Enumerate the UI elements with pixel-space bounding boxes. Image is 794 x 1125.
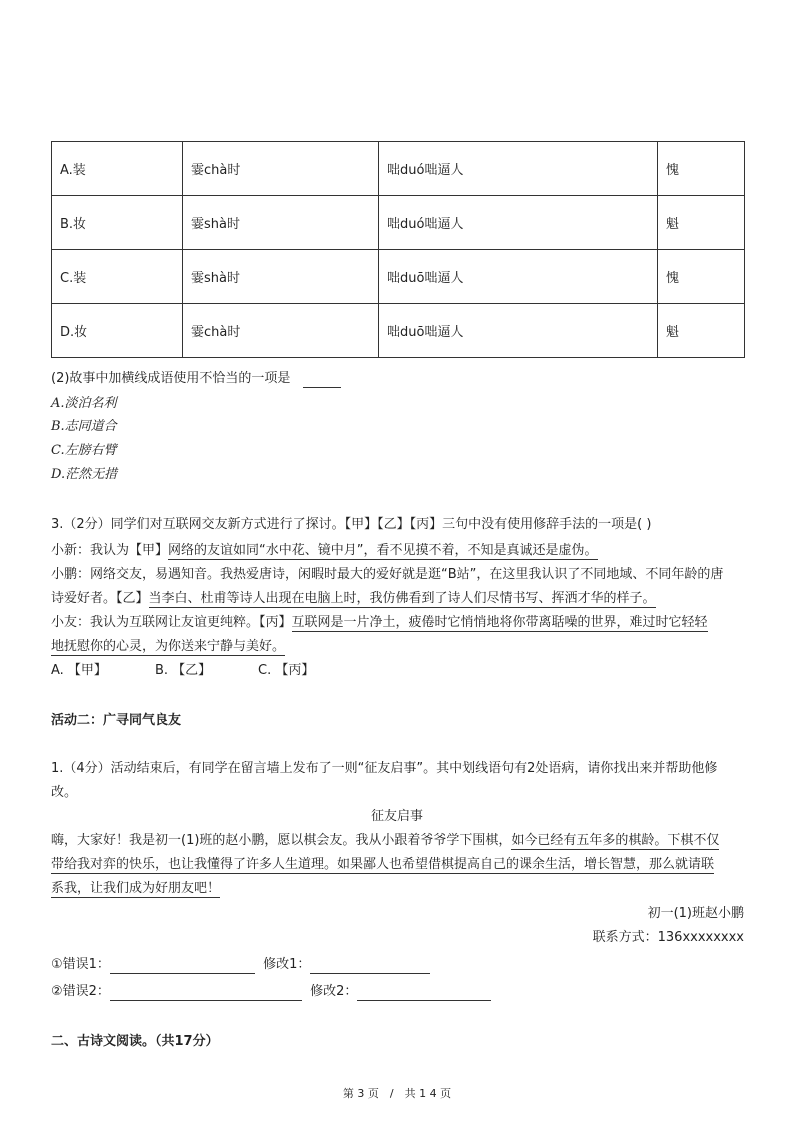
table-cell: 咄duō咄逼人 [379, 250, 658, 304]
table-cell: A.装 [52, 142, 183, 196]
table-cell: 霎shà时 [183, 250, 379, 304]
q3-stem: 3.（2分）同学们对互联网交友新方式进行了探讨。【甲】【乙】【丙】三句中没有使用修辞手法的一项是( ) [51, 517, 652, 532]
q3-xiaoyou-line2: 地抚慰你的心灵，为你送来宁静与美好。 [51, 639, 286, 654]
q3-xiaoxin: 小新：我认为【甲】网络的友谊如同“水中花、镜中月”，看不见摸不着，不知是真诚还是虚伪。 [51, 543, 598, 558]
table-row [52, 142, 745, 196]
q3-option-c: C. 【丙】 [258, 663, 315, 678]
q2-option-c: C.左膀右臂 [51, 443, 117, 458]
table-cell: 愧 [658, 250, 745, 304]
table-cell: 魁 [658, 304, 745, 358]
q2-option-a: A.淡泊名利 [51, 396, 117, 411]
q2-option-b: B.志同道合 [51, 419, 117, 434]
table-cell: B.妆 [52, 196, 183, 250]
q4-stem-line1: 1.（4分）活动结束后，有同学在留言墙上发布了一则“征友启事”。其中划线语句有2处语病，请你找出来并帮助他修 [51, 761, 718, 776]
table-cell: 霎shà时 [183, 196, 379, 250]
answer-blank [303, 373, 341, 388]
q3-xiaopeng-line1: 小鹏：网络交友，易遇知音。我热爱唐诗，闲暇时最大的爱好就是逛“B站”，在这里我认识了不同地域、不同年龄的唐 [51, 567, 724, 582]
activity2-title: 活动二：广寻同气良友 [51, 713, 182, 728]
table-cell: D.妆 [52, 304, 183, 358]
section2-title: 二、古诗文阅读。（共17分） [51, 1034, 219, 1049]
table-cell: 咄duō咄逼人 [379, 304, 658, 358]
q2-option-d: D.茫然无措 [51, 467, 118, 482]
q3-option-a: A. 【甲】 [51, 663, 107, 678]
notice-sign-name: 初一(1)班赵小鹏 [647, 906, 744, 921]
options-table [51, 141, 745, 358]
q2-stem: (2)故事中加横线成语使用不恰当的一项是 [51, 370, 341, 388]
notice-body-line2: 带给我对弈的快乐，也让我懂得了许多人生道理。如果鄙人也希望借棋提高自己的课余生活，增长智慧，那么就请联 [51, 857, 715, 872]
notice-sign-contact: 联系方式：136xxxxxxxx [592, 930, 744, 945]
error2-row: ②错误2： 修改2： [51, 983, 491, 1001]
table-cell: 咄duó咄逼人 [379, 196, 658, 250]
fix1-blank[interactable] [310, 959, 430, 974]
q3-xiaopeng-line2: 诗爱好者。【乙】当李白、杜甫等诗人出现在电脑上时，我仿佛看到了诗人们尽情书写、挥洒才华的样子。 [51, 591, 656, 606]
table-cell: C.装 [52, 250, 183, 304]
error1-row: ①错误1： 修改1： [51, 956, 430, 974]
table-row [52, 304, 745, 358]
notice-body-line1: 嗨，大家好！我是初一(1)班的赵小鹏，愿以棋会友。我从小跟着爷爷学下围棋，如今已经有五年多的棋龄。下棋不仅 [51, 833, 720, 848]
notice-title: 征友启事 [370, 809, 423, 824]
error1-blank[interactable] [110, 959, 255, 974]
error2-blank[interactable] [110, 986, 302, 1001]
page-footer: 第 3 页 / 共 1 4 页 [342, 1087, 452, 1100]
options-table-body [52, 142, 745, 358]
table-cell: 咄duó咄逼人 [379, 142, 658, 196]
table-cell: 霎chà时 [183, 304, 379, 358]
notice-body-line3: 系我，让我们成为好朋友吧！ [51, 881, 221, 896]
q4-stem-line2: 改。 [51, 785, 78, 800]
table-cell: 霎chà时 [183, 142, 379, 196]
fix2-blank[interactable] [357, 986, 491, 1001]
table-row [52, 196, 745, 250]
q3-xiaoyou-line1: 小友：我认为互联网让友谊更纯粹。【丙】互联网是一片净土，疲倦时它悄悄地将你带离聒噪的世界，难过时它轻轻 [51, 615, 708, 630]
table-cell: 愧 [658, 142, 745, 196]
table-row [52, 250, 745, 304]
q3-option-b: B. 【乙】 [155, 663, 212, 678]
table-cell: 魁 [658, 196, 745, 250]
